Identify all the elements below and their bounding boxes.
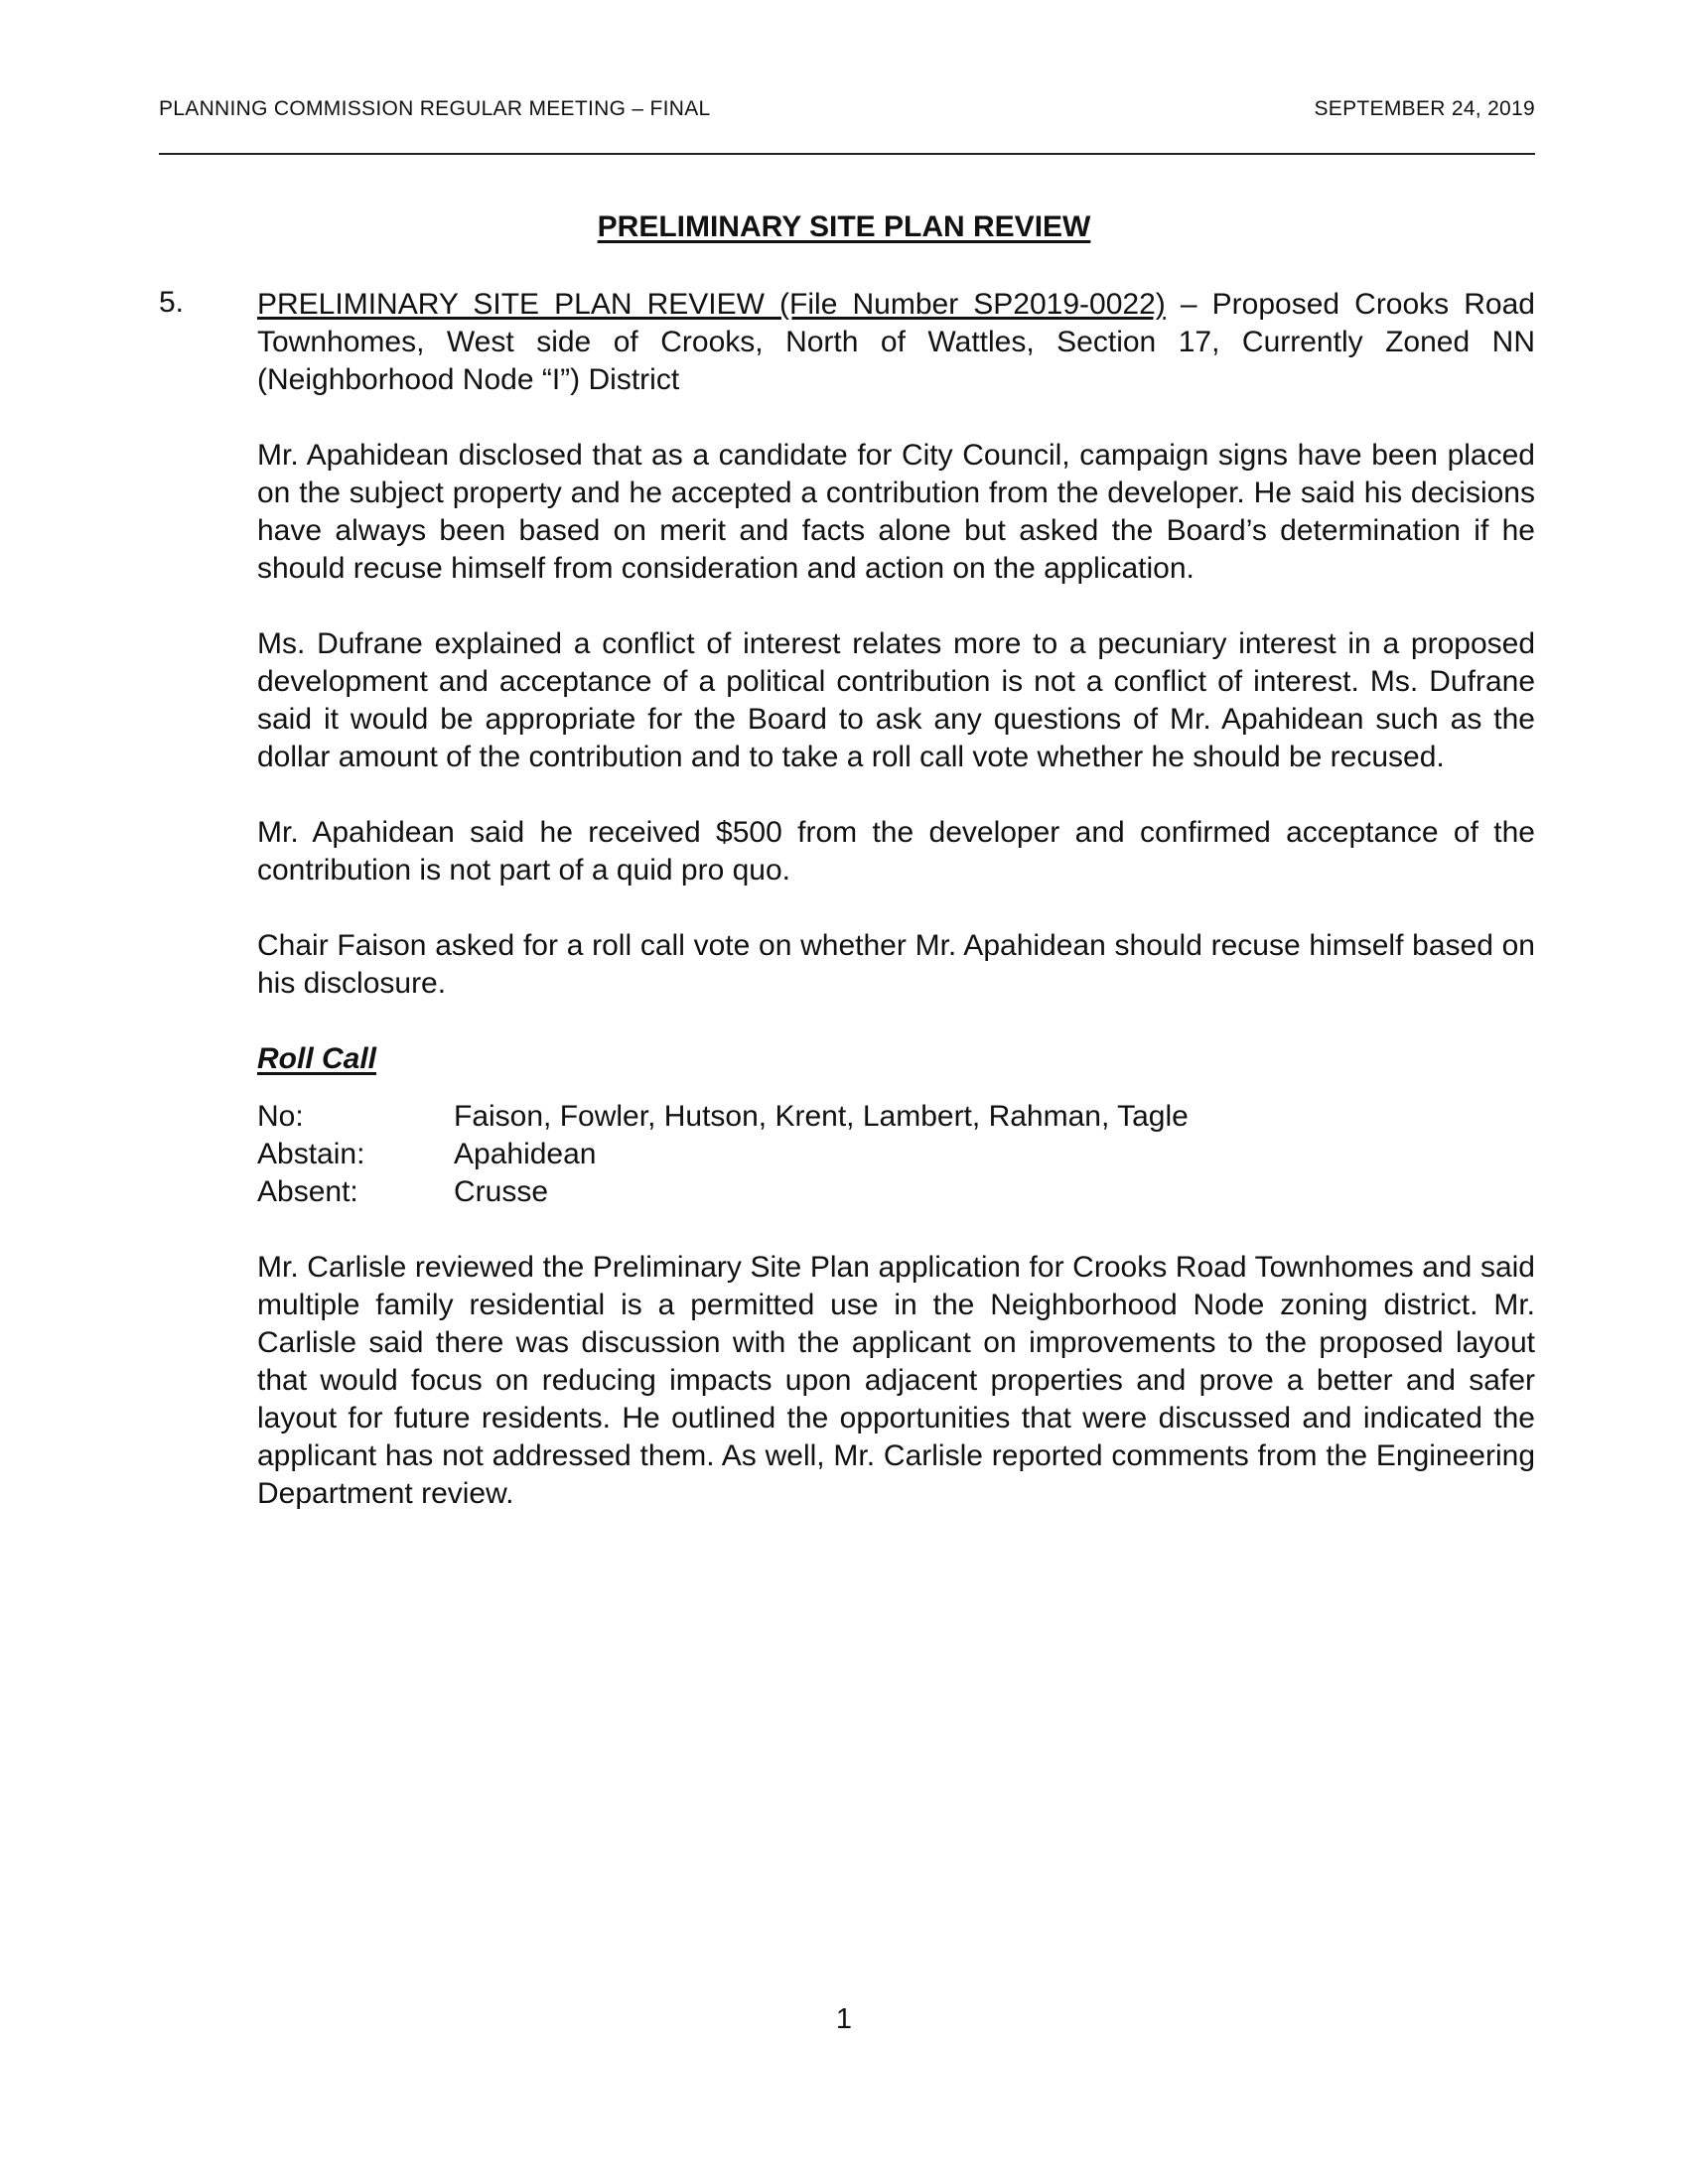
agenda-item-title <box>257 286 1535 399</box>
agenda-item-content <box>257 286 1535 1551</box>
paragraph-disclosure: Mr. Apahidean disclosed that as a candidate for City Council, campaign signs have been placed on the subject property and he accepted a contribution from the developer. He said his decisions have always been based on merit and facts alone but asked the Board’s determination if he should recuse himself from consideration and action on the application. <box>257 439 1535 585</box>
paragraph-roll-call-request: Chair Faison asked for a roll call vote on whether Mr. Apahidean should recuse himself based on his disclosure. <box>257 929 1535 1000</box>
vote-label: Abstain: <box>257 1138 365 1170</box>
vote-label: Absent: <box>257 1175 358 1208</box>
paragraph-conflict-explanation: Ms. Dufrane explained a conflict of interest relates more to a pecuniary interest in a proposed development and acceptance of a political contribution is not a conflict of interest. Ms. Dufrane said it would be appropriate for the Board to ask any questions of Mr. Apahidean such as the dollar amount of the contribution and to take a roll call vote whether he should be recused. <box>257 627 1535 773</box>
header-date: SEPTEMBER 24, 2019 <box>1314 97 1535 120</box>
agenda-item-title-underlined: PRELIMINARY SITE PLAN REVIEW (File Number SP2019-0022) <box>257 288 1166 321</box>
section-heading-text: PRELIMINARY SITE PLAN REVIEW <box>597 210 1091 243</box>
vote-row-absent <box>257 1173 1535 1211</box>
page-number: 1 <box>835 2003 853 2035</box>
header-meeting-title: PLANNING COMMISSION REGULAR MEETING – FINAL <box>159 97 711 120</box>
vote-names: Apahidean <box>454 1138 597 1170</box>
agenda-item-number: 5. <box>159 286 185 319</box>
vote-names: Crusse <box>454 1175 549 1208</box>
paragraph-contribution-amount: Mr. Apahidean said he received $500 from the developer and confirmed acceptance of the contribution is not part of a quid pro quo. <box>257 816 1535 887</box>
section-heading <box>0 210 1688 244</box>
vote-row-abstain <box>257 1136 1535 1173</box>
paragraph-site-plan-review: Mr. Carlisle reviewed the Preliminary Site Plan application for Crooks Road Townhomes and said multiple family residential is a permitted use in the Neighborhood Node zoning district. Mr. Carlisle said there was discussion with the applicant on improvements to the proposed layout that would focus on reducing impacts upon adjacent properties and prove a better and safer layout for future residents. He outlined the opportunities that were discussed and indicated the applicant has not addressed them. As well, Mr. Carlisle reported comments from the Engineering Department review. <box>257 1251 1535 1510</box>
vote-row-no <box>257 1098 1535 1136</box>
page-header <box>159 97 1535 155</box>
agenda-item-title-rest: – Proposed Crooks Road Townhomes, West side of Crooks, North of Wattles, Section 17, Currently Zoned NN (Neighborhood Node “I”) District <box>257 288 1535 396</box>
roll-call-heading: Roll Call <box>257 1042 377 1075</box>
vote-names: Faison, Fowler, Hutson, Krent, Lambert, Rahman, Tagle <box>454 1100 1189 1133</box>
vote-label: No: <box>257 1100 304 1133</box>
roll-call-votes <box>257 1098 1535 1211</box>
